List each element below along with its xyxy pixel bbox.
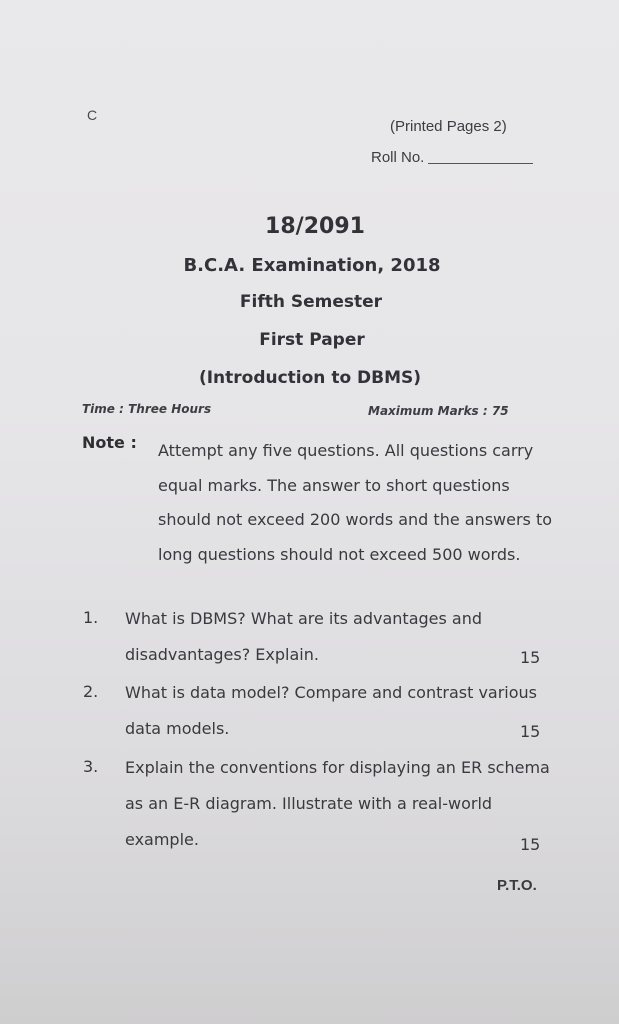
question-text: What is DBMS? What are its advantages and disadvantages? Explain.: [125, 609, 483, 664]
paper-code: 18/2091: [265, 214, 365, 239]
roll-number-label: Roll No.: [371, 149, 425, 166]
question-number: 2.: [83, 682, 99, 701]
question-number: 3.: [83, 757, 99, 776]
subject-title: (Introduction to DBMS): [198, 368, 422, 388]
roll-number-blank: [428, 163, 533, 164]
semester: Fifth Semester: [239, 292, 383, 312]
question-marks: 15: [520, 835, 541, 854]
question-text: Explain the conventions for displaying an ER schema as an E-R diagram. Illustrate with a real-world example.: [125, 758, 550, 849]
note-text: Attempt any five questions. All questions carry equal marks. The answer to short questions should not exceed 200 words and the answers to long questions should not exceed 500 words.: [158, 441, 553, 565]
paper-number: First Paper: [259, 330, 365, 350]
maximum-marks: Maximum Marks : 75: [368, 404, 509, 418]
question-marks: 15: [520, 648, 541, 667]
please-turn-over: P.T.O.: [497, 877, 537, 894]
question-text: What is data model? Compare and contrast various data models.: [125, 683, 538, 738]
note-label: Note :: [82, 433, 137, 452]
question-number: 1.: [83, 608, 99, 627]
series-code: C: [87, 107, 98, 123]
roll-number-field: [371, 149, 533, 166]
question-marks: 15: [520, 722, 541, 741]
exam-title: B.C.A. Examination, 2018: [183, 255, 441, 276]
printed-pages: (Printed Pages 2): [390, 118, 507, 135]
time-allowed: Time : Three Hours: [82, 402, 212, 416]
